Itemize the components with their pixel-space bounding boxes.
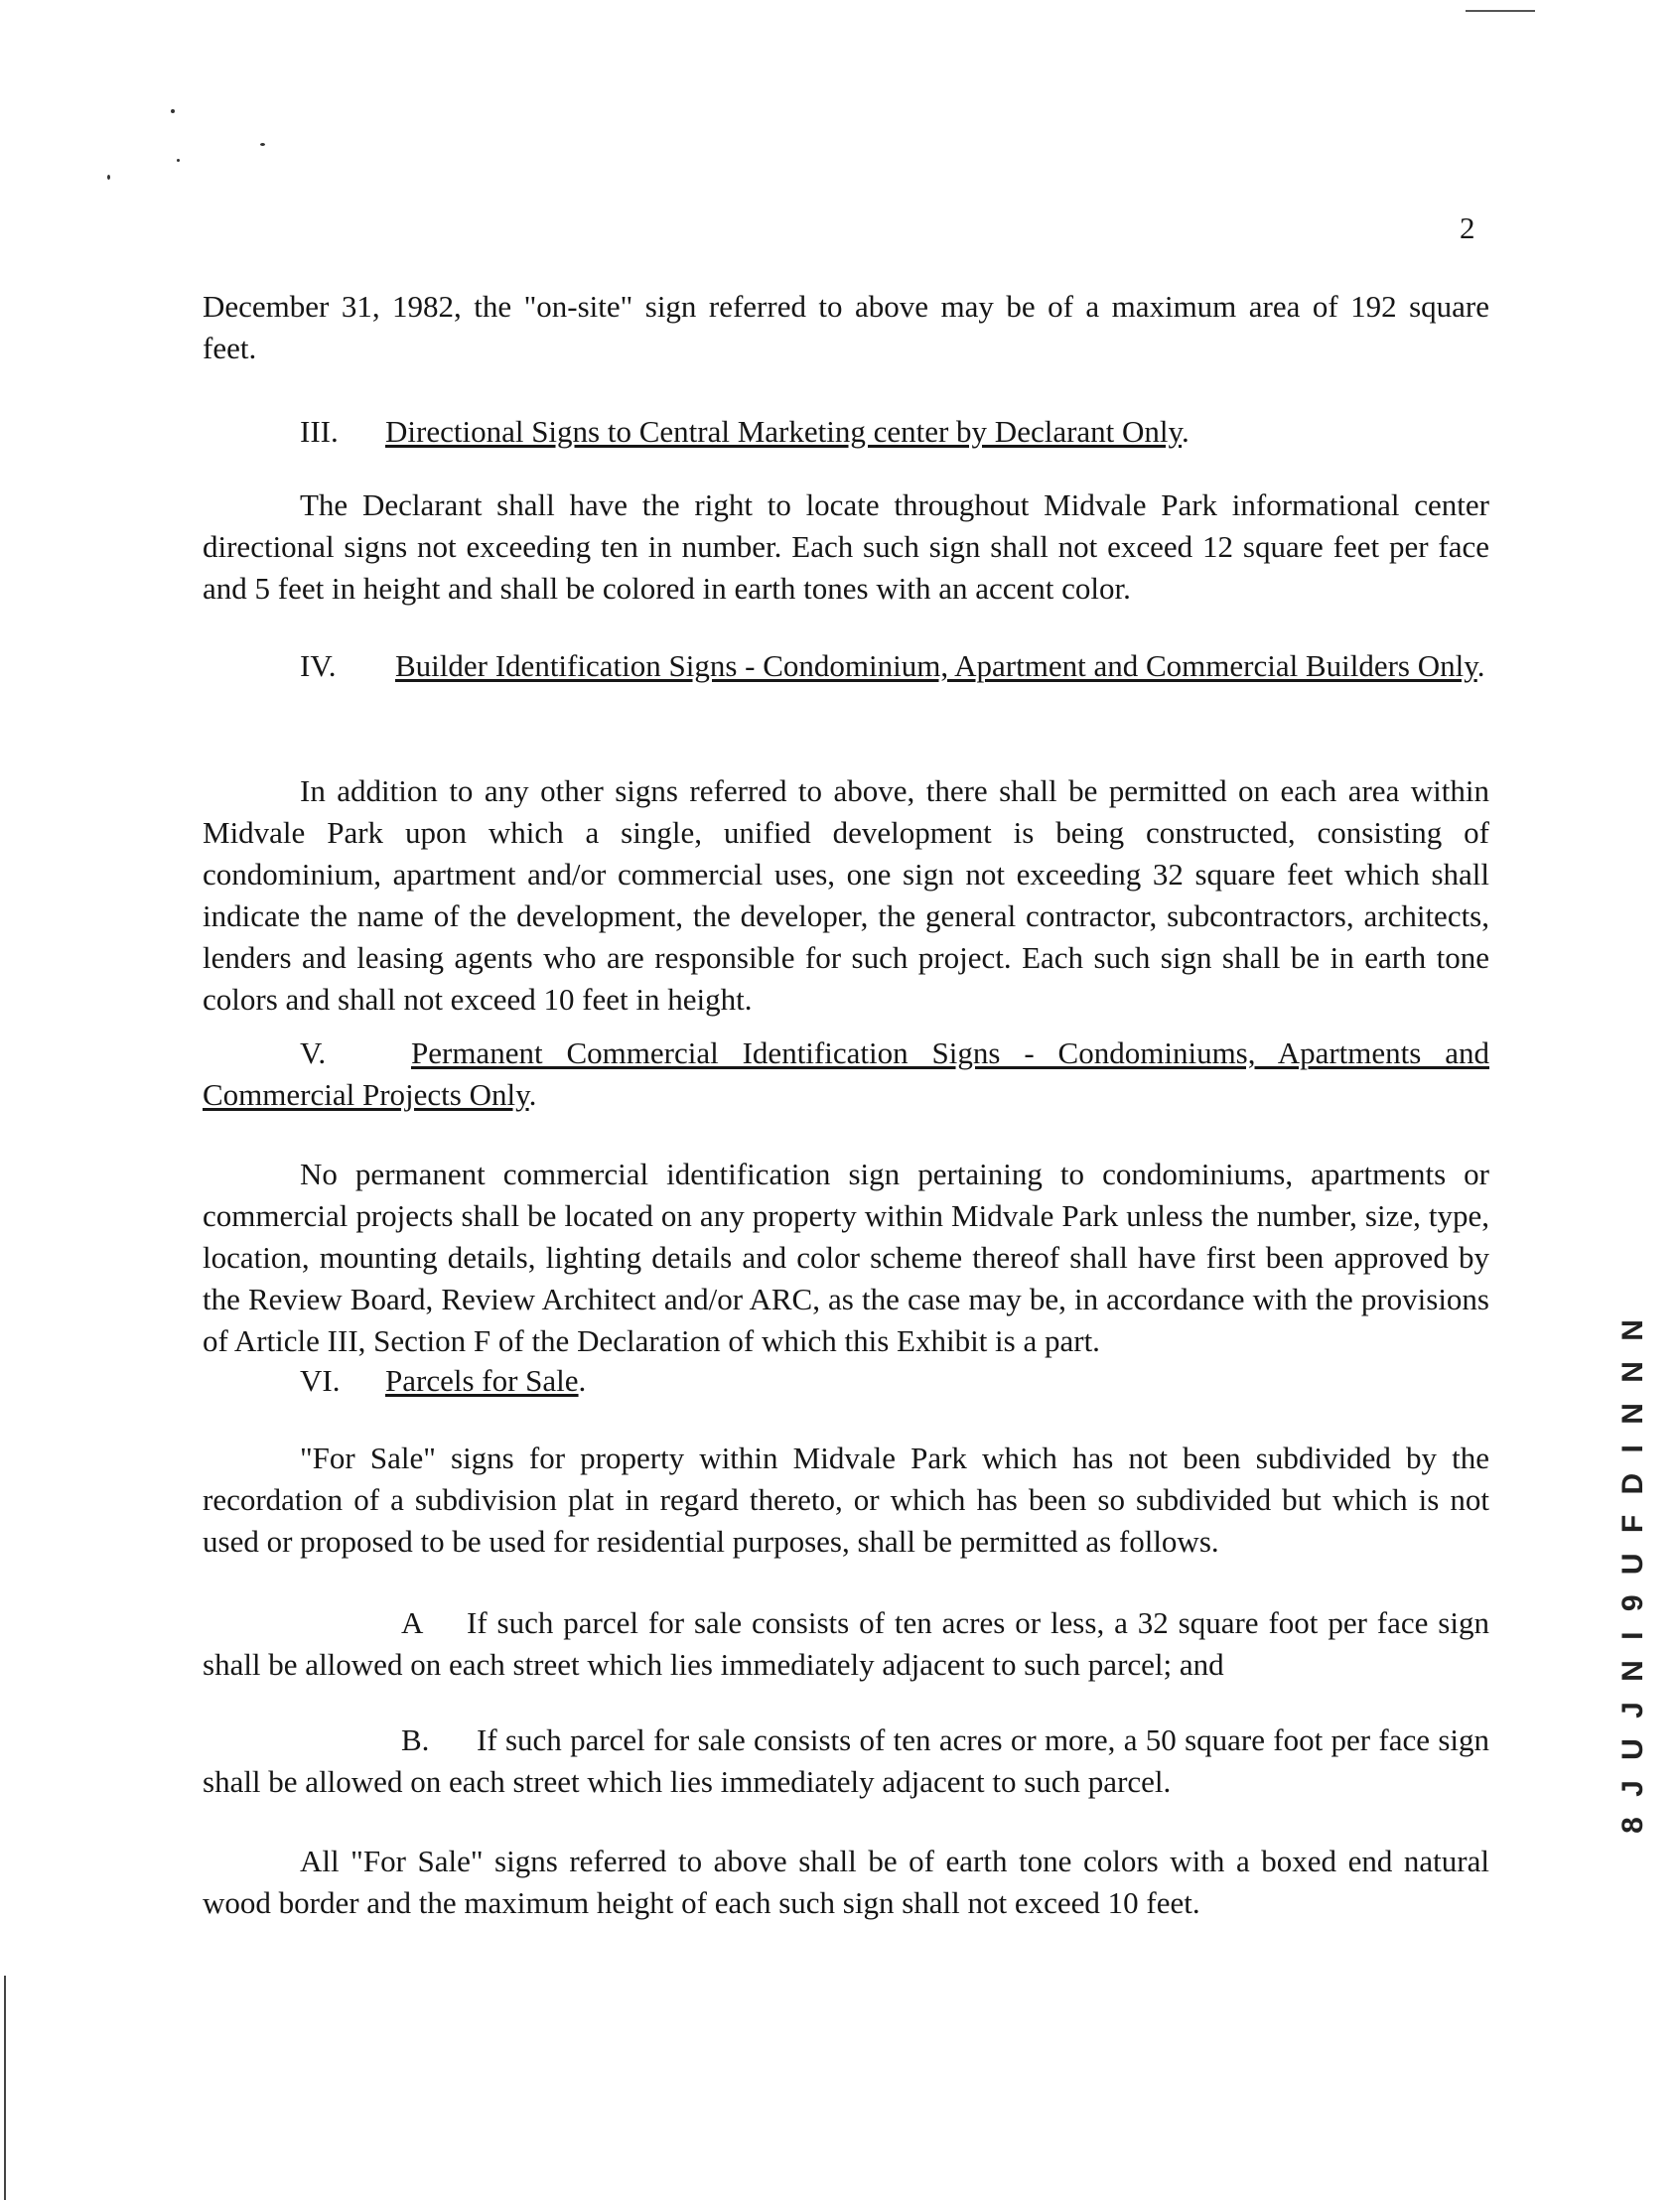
item-a-letter: A [401,1605,424,1640]
section-v-title: Permanent Commercial Identification Signs - Condominiums, Apartments and Commercial Projects Only [203,1035,1489,1112]
section-v-numeral: V. [300,1035,327,1070]
closing-text: All "For Sale" signs referred to above shall be of earth tone colors with a boxed end natural wood border and the maximum height of each such sign shall not exceed 10 feet. [203,1844,1489,1920]
section-v-body [203,1154,1489,1362]
scan-speck [260,143,265,146]
intro-line-2: feet. [203,331,257,365]
scan-edge-left [4,1976,6,2200]
recording-stamp-text: 8 J U J N I 9 U F D I N N N [1616,1313,1649,1834]
section-v-title-end: . [528,1077,537,1112]
section-vi-title: Parcels for Sale [385,1363,579,1398]
section-vi-numeral: VI. [300,1363,341,1398]
section-vi-body-text: "For Sale" signs for property within Midvale Park which has not been subdivided by the recordation of a subdivision plat in regard thereto, or which has been so subdivided but which is not used or proposed to be used for residential purposes, shall be permitted as follows. [203,1441,1489,1559]
scan-speck [177,159,180,162]
scan-mark-top [1466,10,1535,12]
item-b [203,1719,1489,1803]
section-iii-title-end: . [1182,414,1190,449]
section-iii-numeral: III. [300,414,339,449]
section-v-body-text: No permanent commercial identification sign pertaining to condominiums, apartments or commercial projects shall be located on any property within Midvale Park unless the number, size, type, location, mounting details, lighting details and color scheme thereof shall have first been approved by the Review Board, Review Architect and/or ARC, as the case may be, in accordance with the provisions of Article III, Section F of the Declaration of which this Exhibit is a part. [203,1157,1489,1358]
recording-stamp [1618,1171,1648,1976]
page-number: 2 [1460,210,1475,245]
section-iv-title-end: . [1476,648,1485,683]
section-vi-body [203,1438,1489,1563]
section-iii-heading [300,411,1489,453]
section-vi-heading [300,1360,1489,1402]
item-a [203,1602,1489,1686]
section-iii-body-text: The Declarant shall have the right to locate throughout Midvale Park informational center directional signs not exceeding ten in number. Each such sign shall not exceed 12 square feet per face and 5 feet in height and shall be colored in earth tones with an accent color. [203,487,1489,606]
item-b-text: If such parcel for sale consists of ten acres or more, a 50 square foot per face sign shall be allowed on each street which lies immediately adjacent to such parcel. [203,1722,1489,1799]
item-b-letter: B. [401,1722,430,1757]
scan-speck [171,109,175,113]
section-iv-body-text: In addition to any other signs referred to above, there shall be permitted on each area within Midvale Park upon which a single, unified development is being constructed, consisting of condominium, apartment and/or commercial uses, one sign not exceeding 32 square feet which shall indicate the name of the development, the developer, the general contractor, subcontractors, architects, lenders and leasing agents who are responsible for such project. Each such sign shall be in earth tone colors and shall not exceed 10 feet in height. [203,773,1489,1017]
scan-speck [107,175,110,180]
intro-line-1: December 31, 1982, the "on-site" sign referred to above may be of a maximum area of 192 square [203,289,1489,324]
item-a-text: If such parcel for sale consists of ten acres or less, a 32 square foot per face sign shall be allowed on each street which lies immediately adjacent to such parcel; and [203,1605,1489,1682]
section-vi-title-end: . [578,1363,587,1398]
section-iv-numeral: IV. [300,648,337,683]
closing-paragraph [203,1841,1489,1924]
intro-paragraph [203,286,1489,369]
section-iv-heading [203,645,1489,687]
section-v-heading [203,1032,1489,1116]
section-iii-title: Directional Signs to Central Marketing center by Declarant Only [385,414,1183,449]
section-iv-body [203,770,1489,1021]
section-iv-title: Builder Identification Signs - Condominium, Apartment and Commercial Builders Only [395,648,1477,683]
section-iii-body [203,484,1489,610]
